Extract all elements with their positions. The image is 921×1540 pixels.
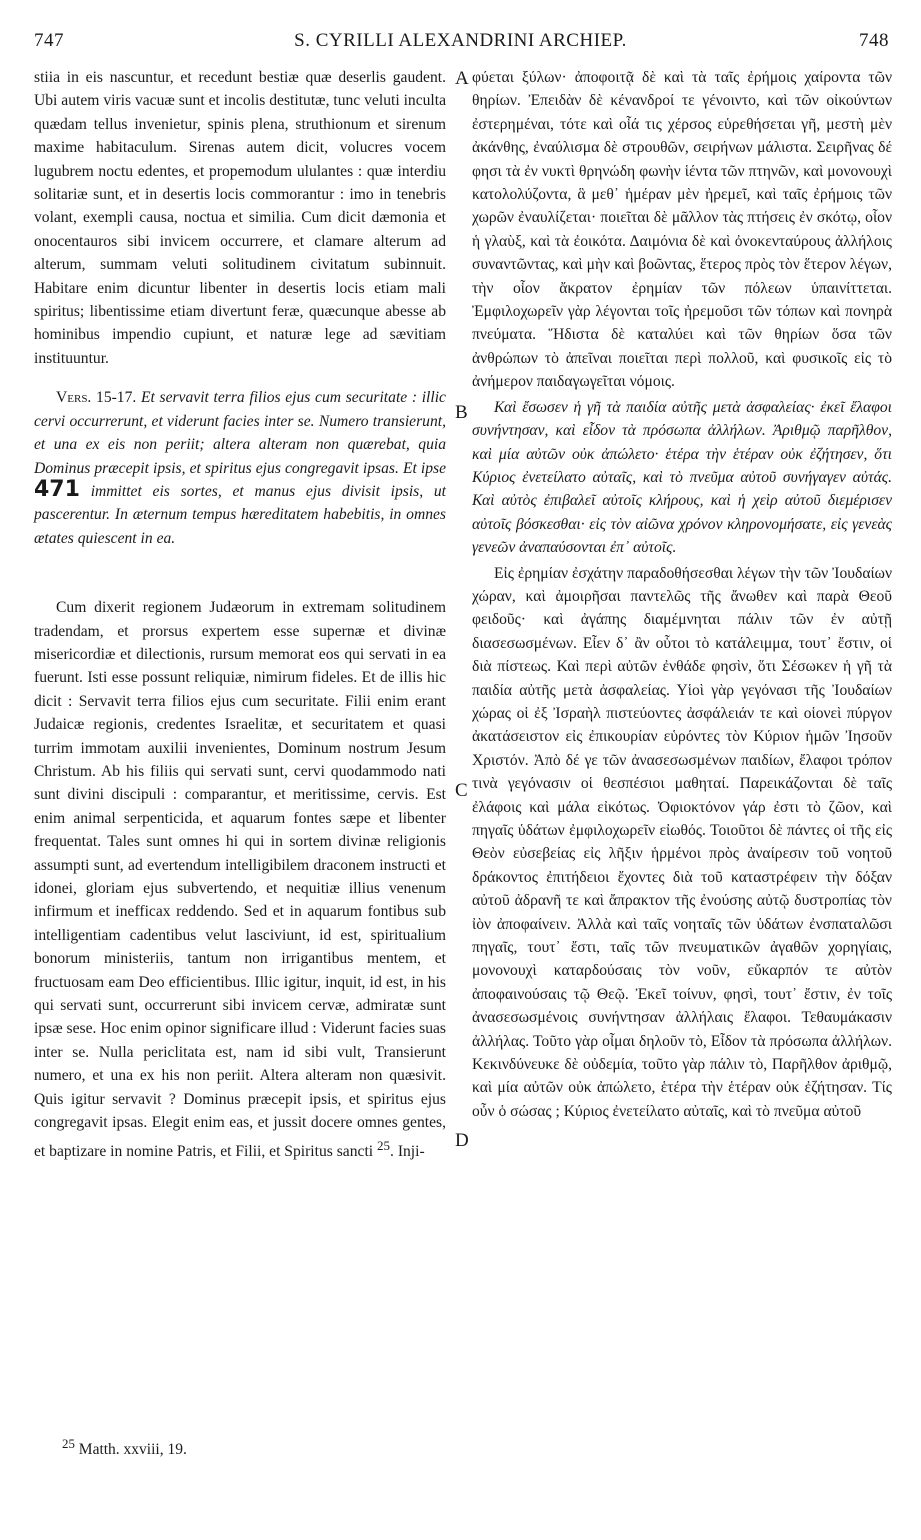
verse-label: Vers. (56, 389, 92, 407)
page-number-left: 747 (34, 30, 64, 51)
page-marker-number: 471 (34, 476, 80, 502)
greek-paragraph-2: Εἰς ἐρημίαν ἐσχάτην παραδοθήσεσθαι λέγων τὴν τῶν Ἰουδαίων χώραν, καὶ ἀμοιρῆσαι παντελῶς τῆς ἄνωθεν καὶ παρὰ Θεοῦ φειδοῦς· καὶ ἀγάπης διαμέμνηται πάλιν τῶν ἐν αὐτῇ διασεσωσμένων. Εἶεν δ᾽ ἂν οὗτοι τὸ κατάλειμμα, τουτ᾽ ἔστιν, οἱ διὰ πίστεως. Καὶ περὶ αὐτῶν ἐνθάδε φησὶν, ὅτι Σέσωκεν ἡ γῆ τὰ παιδία αὐτῆς μετὰ ἀσφαλείας. Υἱοὶ γὰρ γεγόνασι τῆς Ἰουδαίων χώρας οἱ ἐξ Ἰσραὴλ πιστεύοντες ἀσφάλειάν τε καὶ οἱονεὶ πύργον ἀκατάσειστον εἰς ἐπικουρίαν εὑρόντες τὸν Κύριον ἡμῶν Ἰησοῦν Χριστόν. Ἀπὸ δέ γε τῶν ἀνασεσωσμένων παιδίων, ἔλαφοι τρόπον τινὰ γεγόνασιν οἱ θεσπέσιοι μαθηταί. Παρεικάζονται δὲ ταῖς ἐλάφοις καὶ μάλα εἰκότως. Ὀφιοκτόνον γάρ ἐστι τὸ ζῶον, καὶ πηγαῖς ὑδάτων ἐμφιλοχωρεῖν εἰωθός. Τοιοῦτοι δὲ πάντες οἱ τῆς εἰς Θεὸν εὐσεβείας εἰς λῆξιν ἡρμένοι πρὸς ἀναίρεσιν τοῦ νοητοῦ δράκοντος ἐπιτήδειοι ἔχοντες διὰ τοῦ καταστρέφειν τὴν δόξαν αὐτοῦ ἀδρανῆ τε καὶ ἄπρακτον τῆς ἐνούσης αὐτῷ δυστροπίας τὸν ἰὸν ἀποφαίνειν. Ἀλλὰ καὶ ταῖς νοηταῖς τῶν ὑδάτων ἐνσπαταλῶσι πηγαῖς, τουτ᾽ ἔστι, ταῖς τῶν πνευματικῶν ἀγαθῶν χορηγίαις, μονονουχὶ καταρδούσαις τὸν νοῦν, εὔκαρπόν τε αὐτὸν ἀποφαινούσαις τῷ Θεῷ. Ἐκεῖ τοίνυν, φησὶ, τουτ᾽ ἔστιν, ἐν τοῖς ἀνασεσωσμένοις συνήντησαν ἀλλήλαις ἔλαφοι. Τεθαυμάκασιν ἀλλήλας. Τοῦτο γὰρ οἶμαι δηλοῦν τὸ, Εἶδον τὰ πρόσωπα ἀλλήλων. Κεκινδύνευκε δὲ οὐδεμία, τοῦτο γὰρ πάλιν τὸ, Παρῆλθον ἀριθμῷ, καὶ μία αὐτῶν οὐκ ἀπώλετο, ἑτέρα τὴν ἑτέραν οὐκ ἐζήτησαν. Τίς οὖν ὁ σώσας ; Κύριος ἐνετείλατο αὐταῖς, καὶ τὸ πνεῦμα αὐτοῦ (472, 564, 892, 1120)
page-header (0, 30, 921, 58)
margin-letter-a: A (455, 68, 469, 89)
latin-column (34, 66, 446, 1164)
margin-letter-b: B (455, 402, 468, 423)
footnote (62, 1436, 187, 1459)
footnote-number: 25 (62, 1436, 75, 1451)
greek-column (472, 66, 892, 1123)
latin-paragraph-1: stiia in eis nascuntur, et recedunt bestiæ quæ deserlis gaudent. Ubi autem viris vacuæ sunt et incolis destitutæ, tunc veluti inculta quædam tellus invenietur, spinis plena, struthionum et sirenum maxime habitaculum. Sirenas autem dicit, volucres vocem lugubrem noctu edentes, et propemodum ululantes : quæ interdiu solitariæ sunt, et in desertis locis commorantur : imo in tenebris volant, exempli causa, noctua et similia. Cum dicit dæmonia et onocentauros sibi invicem occurrere, et clamare alterum ad alterum, summam veluti solitudinem civitatum subinnuit. Habitare enim dicuntur libenter in desertis locis etiam mali spiritus; libentissime etiam divertunt feræ, quæcunque abesse ab hominibus impendio cupiunt, et naturæ lege ad sævitiam instituuntur. (34, 69, 446, 367)
footnote-ref: 25 (377, 1138, 391, 1154)
footnote-text: Matth. xxviii, 19. (78, 1441, 187, 1459)
greek-verse-block: Καὶ ἔσωσεν ἡ γῆ τὰ παιδία αὐτῆς μετὰ ἀσφαλείας· ἐκεῖ ἔλαφοι συνήντησαν, καὶ εἶδον τὰ πρόσωπα ἀλλήλων. Ἀριθμῷ παρῆλθον, καὶ μία αὐτῶν οὐκ ἀπώλετο· ἑτέρα τὴν ἑτέραν οὐκ ἐζήτησεν, ὅτι Κύριος ἐνετείλατο αὐταῖς, καὶ τὸ πνεῦμα αὐτοῦ συνήγαγεν αὐτάς. Καὶ αὐτὸς ἐπιβαλεῖ αὐτοῖς κλήρους, καὶ ἡ χεὶρ αὐτοῦ διεμέρισεν αὐτοῖς βόσκεσθαι· εἰς τὸν αἰῶνα χρόνον κληρονομήσατε, εἰς γενεὰς γενεῶν ἀναπαύσονται ἐπ᾽ αὐτοῖς. (472, 398, 892, 557)
verse-text-b: immittet eis sortes, et manus ejus divisit ipsis, ut pascerentur. In æternum tempus hæreditatem habebitis, in omnes ætates quiescent in ea. (34, 482, 447, 547)
verse-range: 15-17. (96, 389, 137, 407)
latin-paragraph-2-tail: . Inji- (390, 1143, 425, 1161)
margin-letter-c: C (455, 780, 468, 801)
latin-paragraph-2 (34, 596, 446, 1164)
greek-paragraph-1: φύεται ξύλων· ἀποφοιτᾷ δὲ καὶ τὰ ταῖς ἐρήμοις χαίροντα τῶν θηρίων. Ἐπειδὰν δὲ κένανδροί τε γένοιντο, καὶ τῶν οἰκούντων ἐστερημέναι, τότε καὶ οἷά τις χέρσος εὑρεθήσεται γῆ, μεστὴ μὲν ἀκάνθης, ἐναύλισμα δὲ στρουθῶν, σειρήνων μάλιστα. Σειρῆνας δέ φησι τὰ ἐν νυκτὶ θρηνώδη φωνὴν ἱέντα τῶν πτηνῶν, καὶ μονονουχὶ κατολολύζοντα, ἃ μεθ᾽ ἡμέραν μὲν ἠρεμεῖ, καὶ ταῖς ἐρήμοις τῶν χωρῶν ἐναυλίζεται· ποιεῖται δὲ μᾶλλον τὰς πτήσεις ἐν σκότῳ, οἷον ἡ γλαὺξ, καὶ τὰ ἐοικότα. Δαιμόνια δὲ καὶ ὀνοκενταύρους ἀλλήλοις συναντῶντας, καὶ μὴν καὶ βοῶντας, ἕτερος πρὸς τὸν ἕτερον λέγων, τὴν οἷον ἄκρατον ἐρημίαν τῶν πόλεων ὑπαινίττεται. Ἐμφιλοχωρεῖν γὰρ λέγονται τοῖς ἠρεμοῦσι τῶν τόπων καὶ πονηρὰ πνεύματα. Ἥδιστα δὲ καταλύει καὶ τῶν θηρίων ὅσα τῶν ἀνθρώπων τὸ ἀπεῖναι ποιεῖται περὶ πολλοῦ, καὶ φυσικοῖς εἰς τὸ ἀνήμερον παιδαγωγεῖται νόμοις. (472, 69, 892, 391)
page-number-right: 748 (859, 30, 889, 51)
spacer (34, 550, 446, 596)
latin-verse-block (34, 386, 446, 550)
verse-text-a: Et servavit terra filios ejus cum securitate : illic cervi occurrerunt, et viderunt facies inter se. Numero transierunt, et una ex eis non periit; altera alteram non quærebat, quia Dominus præcepit ipsis, et spiritus ejus congregavit ipsas. Et ipse (34, 389, 446, 477)
running-title: S. CYRILLI ALEXANDRINI ARCHIEP. (294, 30, 627, 51)
margin-letter-d: D (455, 1130, 469, 1151)
latin-paragraph-2-text: Cum dixerit regionem Judæorum in extremam solitudinem tradendam, et prorsus expertem esse supernæ et divinæ misericordiæ et dilectionis, rursum memorat eos qui servati in ea fuerunt. Isti esse possunt reliquiæ, nimirum fideles. Et de illis hic dicit : Servavit terra filios ejus cum securitate. Filii enim erant Judaicæ regionis, credentes Israelitæ, et securitatem et quasi turrim immotam auxilii invenientes, Dominum nostrum Jesum Christum. Ab his filiis qui servati sunt, cervi quodammodo nati sunt divini discipuli : comparantur, et meritissime, cervis. Est enim animal serpenticida, et aquarum fontes sæpe et libenter frequentat. Tales sunt omnes hi qui in sortem divinæ religionis assumpti sunt, ad evertendum intelligibilem draconem instructi et idonei, gloriam ejus subvertendo, et nequitiæ illius venenum infirmum et inefficax reddendo. Sed et in aquarum fontibus sub intelligentiam cadentibus velut lasciviunt, id est, spiritualium bonorum ministeriis, tantum non irrigantibus mentem, et fructuosam eam Deo efficientibus. Illic igitur, inquit, id est, in his qui servati sunt, occurrerunt sibi invicem cervæ, admiratæ sunt ipsæ sese. Hoc enim opinor significare illud : Viderunt facies suas inter se. Nulla periclitata est, nam id sibi vult, Transierunt numero, et una ex his non periit. Altera alteram non quæsivit. Quis igitur servavit ? Dominus præcepit ipsis, et spiritus ejus congregavit ipsas. Elegit enim eas, et jussit docere omnes gentes, et baptizare in nomine Patris, et Filii, et Spiritus sancti (34, 599, 446, 1161)
